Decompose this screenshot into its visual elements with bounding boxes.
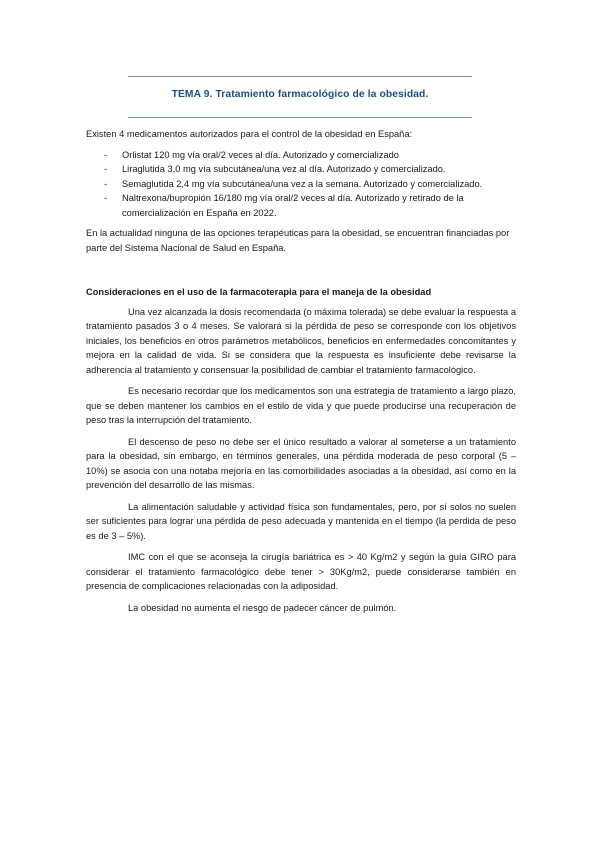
list-item — [86, 162, 516, 177]
medication-text: Orlistat 120 mg vía oral/2 veces al día. Autorizado y comercializado — [122, 149, 399, 160]
list-item — [86, 148, 516, 163]
bullet-dash: - — [104, 178, 108, 189]
intro-text: Existen 4 medicamentos autorizados para el control de la obesidad en España: — [86, 129, 413, 139]
paragraph: Una vez alcanzada la dosis recomendada (o máxima tolerada) se debe evaluar la respuesta a tratamiento pasados 3 o 4 meses. Se valorará si la pérdida de peso se corresponde con los objetivos iniciales, los beneficios en otros parámetros metabólicos, beneficios en enfermedades concomitantes y mejora en la calidad de vida. Si se considera que la respuesta es insuficiente debe revisarse la adherencia al tratamiento y consensuar la posibilidad de cambiar el tratamiento farmacológico. — [86, 306, 516, 375]
title-rule-top — [128, 76, 472, 77]
paragraph: El descenso de peso no debe ser el único resultado a valorar al someterse a un tratamiento para la obesidad, sin embargo, en términos generales, una pérdida moderada de peso corporal (5 – 10%) se asocia con una notaba mejoría en las comorbilidades asociadas a la obesidad, así como en la prevención del desarrollo de las mismas. — [86, 436, 516, 490]
page-title: TEMA 9. Tratamiento farmacológico de la obesidad. — [171, 89, 429, 100]
bullet-dash: - — [104, 193, 108, 203]
paragraph: Es necesario recordar que los medicamentos son una estrategia de tratamiento a largo plazo, que se deben mantener los cambios en el estilo de vida y que puede producirse una recuperación de peso tras la interrupción del tratamiento. — [86, 386, 516, 425]
medication-text: Liraglutida 3,0 mg vía subcutánea/una vez al día. Autorizado y comercializado. — [122, 164, 446, 174]
list-item — [86, 177, 516, 192]
medication-list — [86, 148, 516, 221]
title-rule-bottom — [128, 117, 472, 118]
bullet-dash: - — [104, 164, 108, 174]
medication-text: Semaglutida 2,4 mg vía subcutánea/una vez a la semana. Autorizado y comercializado. — [122, 178, 483, 189]
financing-note: En la actualidad ninguna de las opciones terapéuticas para la obesidad, se encuentran financiadas por parte del Sistema Nacional de Salud en España. — [86, 228, 510, 253]
list-item — [86, 191, 516, 220]
section-heading: Consideraciones en el uso de la farmacoterapia para el maneja de la obesidad — [86, 287, 432, 297]
bullet-dash: - — [104, 149, 108, 160]
paragraph: La obesidad no aumenta el riesgo de padecer cáncer de pulmón. — [128, 602, 397, 613]
medication-text: Naltrexona/bupropión 16/180 mg vía oral/2 veces al día. Autorizado y retirado de la comercialización en España en 2022. — [122, 193, 464, 218]
paragraph: La alimentación saludable y actividad física son fundamentales, pero, por sí solos no suelen ser suficientes para lograr una pérdida de peso adecuada y mantenida en el tiempo (la perdida de peso es de 3 – 5%). — [86, 501, 516, 541]
paragraph: IMC con el que se aconseja la cirugía bariátrica es > 40 Kg/m2 y según la guía GIRO para considerar el tratamiento farmacológico debe tener > 30Kg/m2, puede considerarse también en presencia de complicaciones relacionadas con la adiposidad. — [86, 552, 516, 591]
document-body — [86, 127, 516, 615]
